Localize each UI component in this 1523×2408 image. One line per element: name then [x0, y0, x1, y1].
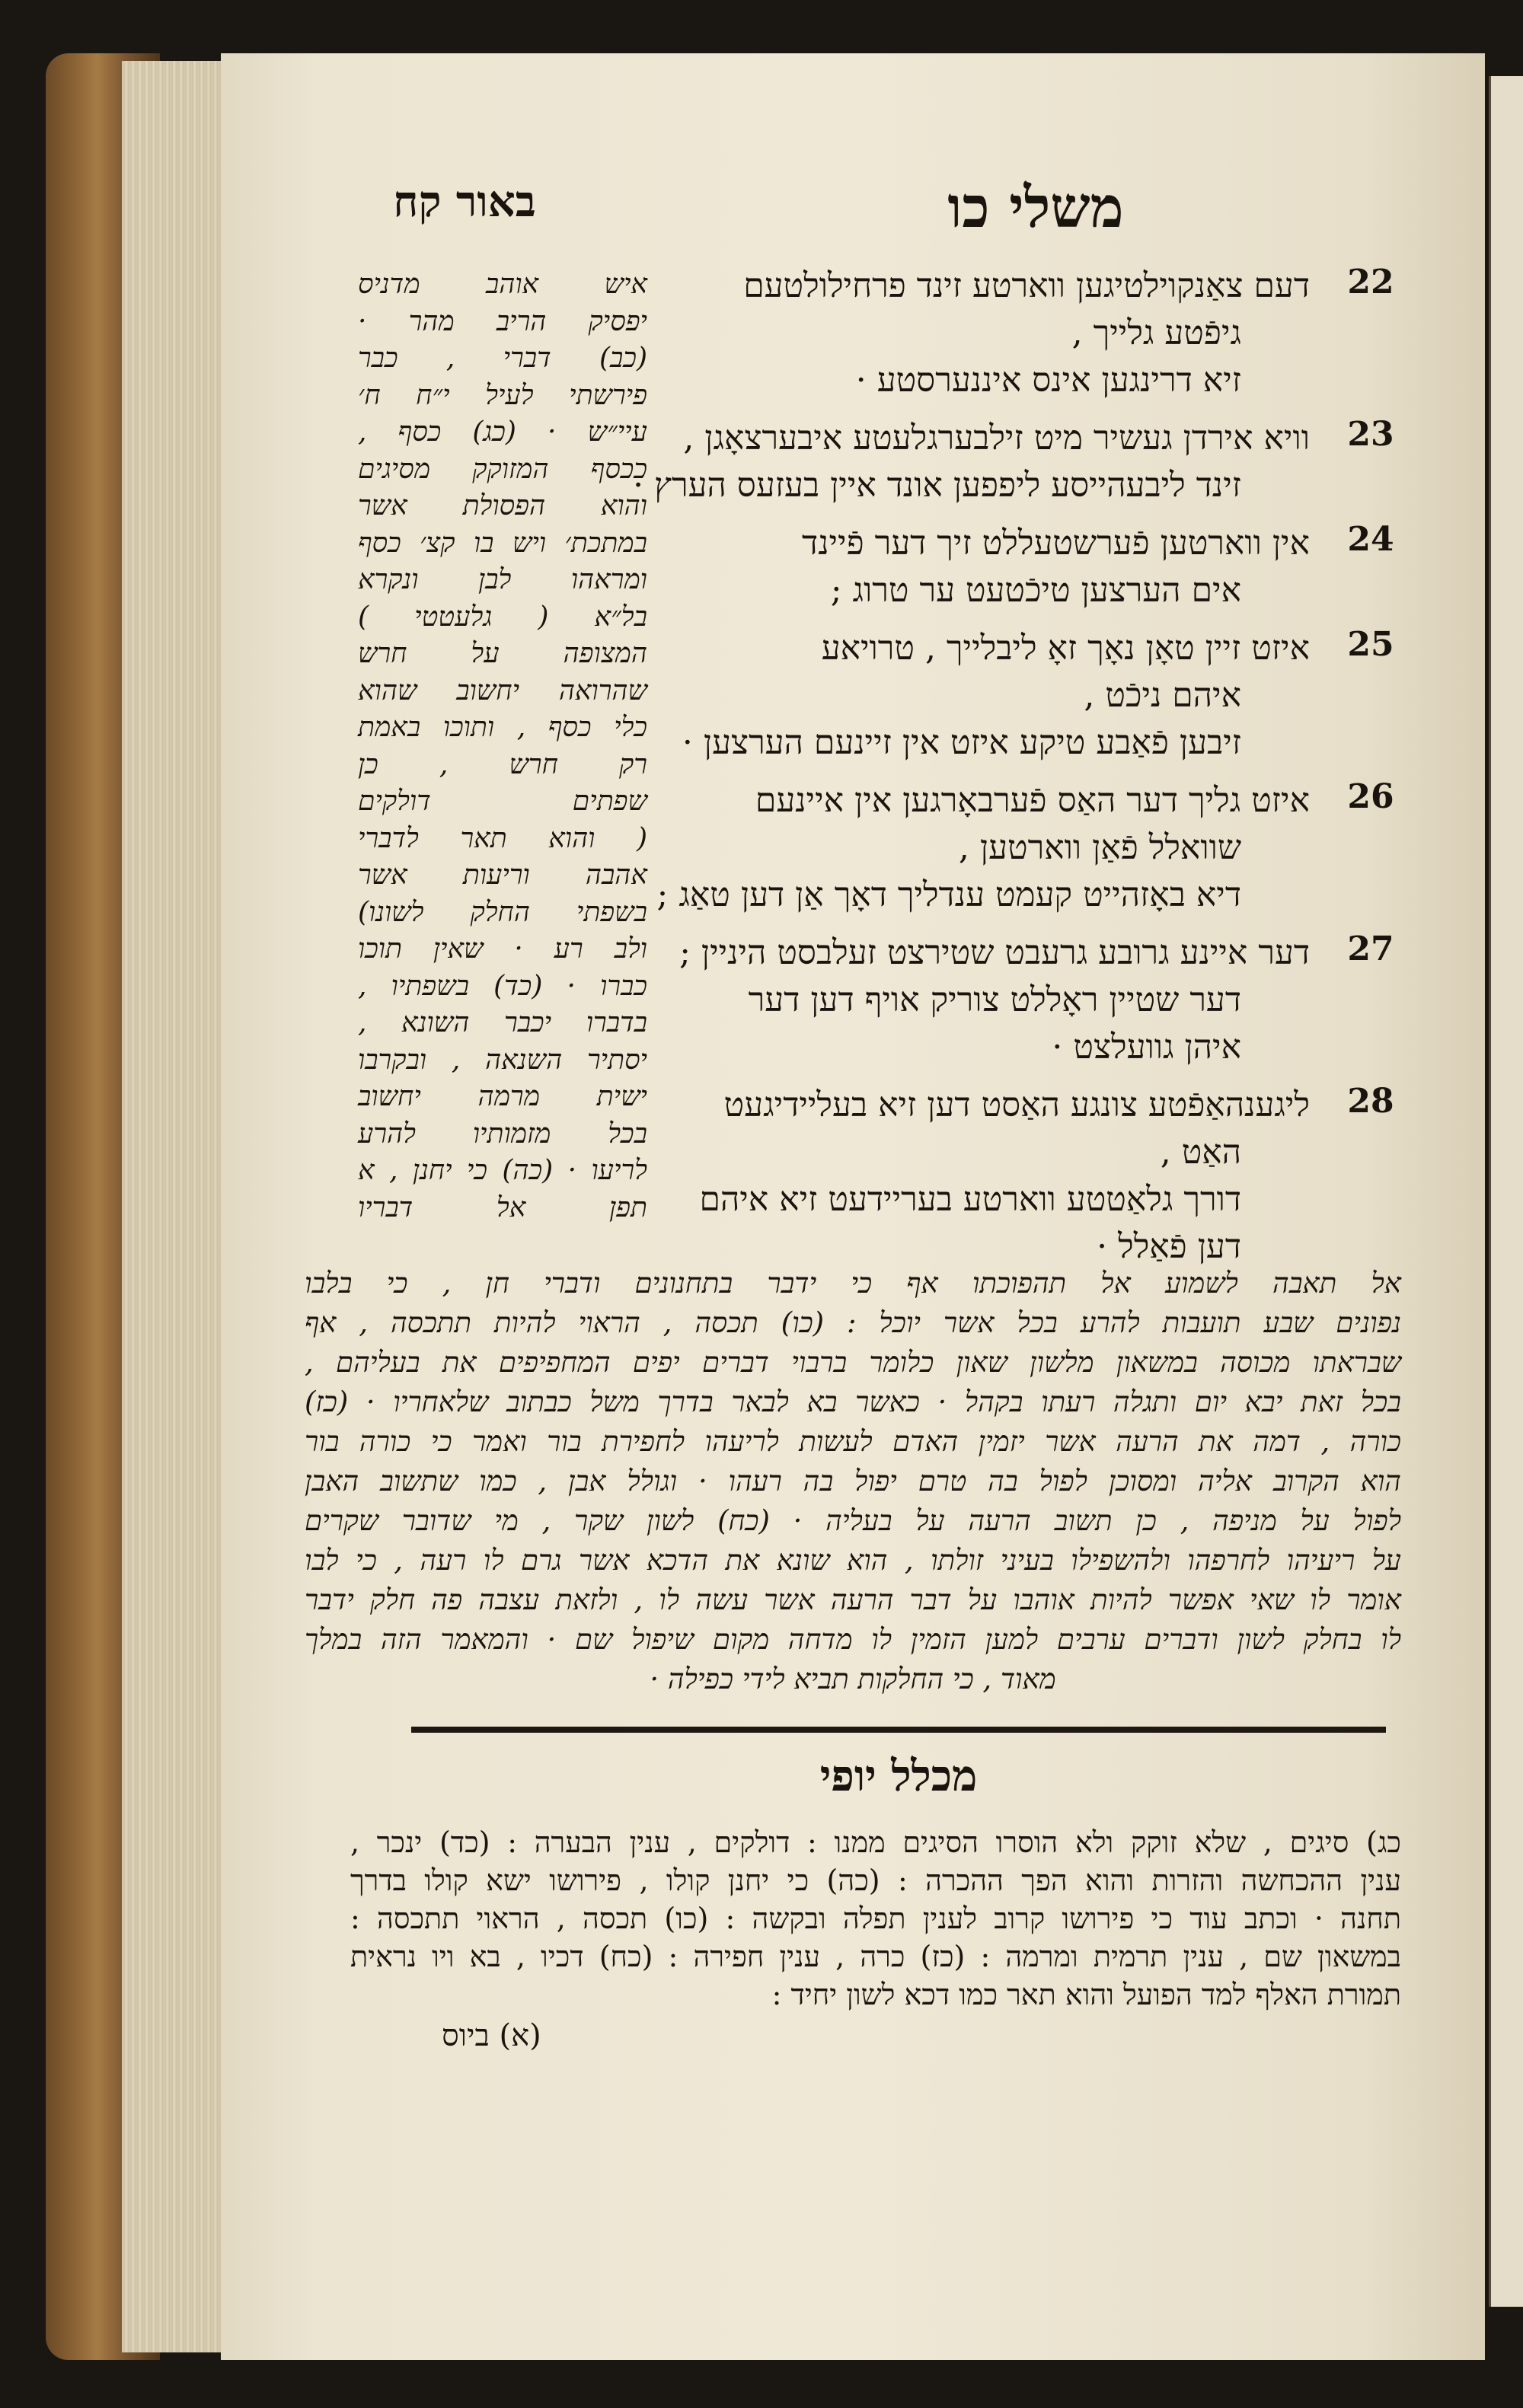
- commentary-line: ( והוא תאר לדברי: [358, 822, 647, 854]
- verse-line: שוואלל פֿאַן ווארטען ,: [958, 828, 1241, 867]
- verse-line: דען פֿאַלל ·: [1097, 1227, 1241, 1266]
- note-line: במשאון שם , ענין תרמית ומרמה : (כז) כרה , ענין חפירה : (כח) דכיו , בא ויו נראית: [350, 1940, 1401, 1973]
- commentary-line: תפן אל דבריו: [358, 1191, 647, 1223]
- verse-column: [633, 263, 1401, 1281]
- verse-line: איזט גליך דער האַס פֿערבאָרגען אין איינעם: [755, 781, 1310, 820]
- commentary-line: כברו · (כד) בשפתיו ,: [358, 970, 647, 1002]
- commentary-line: המצופה על חרש: [358, 638, 647, 669]
- verse-block: [663, 625, 1401, 767]
- verse-line: דורך גלאַטטע ווארטע בעריידעט זיא איהם: [699, 1180, 1241, 1219]
- commentary-line: בכל זאת יבא יום ותגלה רעתו בקהל · כאשר בא לבאר בדרך משל כבתוב שלאחריו · (כז): [305, 1386, 1401, 1418]
- commentary-line: אל תאבה לשמוע אל תהפוכתו אף כי ידבר בתחנונים ודברי חן , כי בלבו: [305, 1267, 1401, 1300]
- commentary-line: והוא הפסולת אשר: [358, 490, 647, 521]
- commentary-line: עיי״ש · (כג) כסף ,: [358, 416, 647, 448]
- verse-number: 26: [1347, 777, 1394, 816]
- verse-line: איהם ניכֿט ,: [1084, 676, 1241, 715]
- commentary-line: שפתים דולקים: [358, 786, 647, 817]
- note-line: ענין ההכחשה והזרות והוא הפך ההכרה : (כה) כי יחנן קולו , פירושו ישא קולו בדרך: [350, 1864, 1401, 1897]
- facing-page-edge: [1489, 76, 1523, 2307]
- commentary-line: איש אוהב מדניס: [358, 269, 647, 300]
- commentary-line: ישית מרמה יחשוב: [358, 1081, 647, 1112]
- commentary-line: על ריעיהו לחרפהו ולהשפילו בעיני זולתו , הוא שונא את הדכא אשר גרם לו רעה , כי לבו: [305, 1544, 1401, 1577]
- commentary-line: שבראתו מכוסה במשאון מלשון שאון כלומר ברבוי דברים יפים המחפיפים את בעליהם ,: [305, 1346, 1401, 1379]
- commentary-line: בל״א ( גלעטטי ): [358, 601, 647, 633]
- catchword: (א) ביוס: [442, 2018, 541, 2053]
- page-edges: [122, 61, 236, 2352]
- verse-number: 28: [1347, 1082, 1394, 1121]
- commentary-line: במתכת׳ ויש בו קצ׳ כסף: [358, 527, 647, 559]
- commentary-line: לו בחלק לשון ודברים ערבים למען הזמין לו מדחה מקום שיפול שם · והמאמר הזה במלך: [305, 1623, 1401, 1656]
- verse-line: גיפֿטע גלייך ,: [1071, 314, 1241, 352]
- verse-block: [663, 1082, 1401, 1271]
- commentary-line: יסתיר השנאה , ובקרבו: [358, 1044, 647, 1076]
- commentary-line: הוא הקרוב אליה ומסוכן לפול בה טרם יפול בה רעהו · וגולל אבן , כמו שתשוב האבן: [305, 1465, 1401, 1497]
- section-title: מכלל יופי: [819, 1751, 978, 1801]
- commentary-line: מאוד , כי החלקות תביא לידי כפילה ·: [650, 1663, 1056, 1695]
- verse-number: 24: [1347, 520, 1394, 559]
- verse-line: זיא דרינגען אינס איננערסטע ·: [855, 361, 1241, 400]
- commentary-line: רק חרש , כן: [358, 748, 647, 780]
- commentary-line: ככסף המזוקק מסיגים: [358, 453, 647, 485]
- note-line: תחנה · וכתב עוד כי פירושו קרוב לענין תפלה ובקשה : (כו) תכסה , הראוי תתכסה :: [350, 1902, 1401, 1935]
- commentary-line: לריעו · (כה) כי יחנן , א: [358, 1155, 647, 1186]
- commentary-line: (כב) דברי , כבר: [358, 343, 647, 374]
- verse-line: וויא אירדן געשיר מיט זילבערגלעטע איבערצאָגן ,: [683, 419, 1310, 458]
- verse-number: 22: [1347, 263, 1394, 301]
- commentary-line: נפונים שבע תועבות להרע בכל אשר יוכל : (כו) תכסה , הראוי להיות תתכסה , אף: [305, 1306, 1401, 1339]
- commentary-line: כורה , דמה את הרעה אשר יזמין האדם לעשות לריעהו לחפירת בור ואמר כי כורה בור: [305, 1425, 1401, 1458]
- verse-line: דער איינע גרובע גרעבט שטירצט זעלבסט היניין ;: [679, 933, 1310, 972]
- verse-line: איזט זיין טאָן נאָך זאָ ליבלייך , טרויאע: [821, 629, 1310, 668]
- commentary-line: שהרואה יחשוב שהוא: [358, 675, 647, 706]
- verse-block: [656, 777, 1401, 919]
- verse-line: האַט ,: [1160, 1133, 1241, 1172]
- commentary-line: פירשתי לעיל י״ח ח׳: [358, 379, 647, 411]
- verse-block: [663, 263, 1401, 404]
- bottom-notes: [350, 1823, 1401, 2014]
- commentary-line: בשפתי החלק לשונו): [358, 896, 647, 928]
- verse-line: איהן גוועלצט ·: [1052, 1028, 1241, 1067]
- commentary-line: כלי כסף , ותוכו באמת: [358, 712, 647, 743]
- verse-block: [663, 930, 1401, 1071]
- verse-line: אין ווארטען פֿערשטעללט זיך דער פֿיינד: [802, 524, 1310, 563]
- commentary-line: בדברו יכבר השונא ,: [358, 1007, 647, 1038]
- commentary-line: יפסיק הריב מהר ·: [358, 305, 647, 337]
- page-header-side: באור קח: [393, 177, 536, 227]
- verse-line: זינד ליבעהייסע ליפפען אונד איין בעזעס הערץ ·: [633, 466, 1241, 505]
- verse-number: 23: [1347, 415, 1394, 454]
- verse-line: דעם צאַנקוילטיגען ווארטע זינד פרחילולטעם: [743, 266, 1310, 305]
- verse-number: 25: [1347, 625, 1394, 664]
- side-commentary: [358, 266, 647, 1226]
- commentary-line: אהבה וריעות אשר: [358, 860, 647, 891]
- commentary-line: אומר לו שאי אפשר להיות אוהבו על דבר הרעה אשר עשה לו , ולזאת עצבה פה חלק ידבר: [305, 1584, 1401, 1616]
- verse-line: זיבען פֿאַבע טיקע איזט אין זיינעם הערצען ·: [682, 723, 1241, 762]
- verse-number: 27: [1347, 930, 1394, 968]
- verse-line: דיא באָזהייט קעמט ענדליך דאָך אַן דען טאַג ;: [656, 875, 1241, 914]
- page-header-main: משלי כו: [947, 175, 1124, 241]
- verse-block: [663, 520, 1401, 614]
- verse-block: [633, 415, 1401, 509]
- commentary-line: ולב רע · שאין תוכו: [358, 933, 647, 965]
- commentary-line: ומראהו לבן ונקרא: [358, 564, 647, 595]
- verse-line: אים הערצען טיכֿטעט ער טרוג ;: [830, 571, 1241, 610]
- note-line: תמורת האלף למד הפועל והוא תאר כמו דכא לשון יחיד :: [771, 1978, 1401, 2011]
- commentary-line: לפול על מניפה , כן תשוב הרעה על בעליה · (כח) לשון שקר , מי שדובר שקרים: [305, 1504, 1401, 1537]
- section-divider: [411, 1727, 1386, 1733]
- verse-line: ליגענהאַפֿטע צונגע האַסט דען זיא בעליידיגעט: [723, 1086, 1310, 1124]
- verse-line: דער שטיין ראָללט צוריק אויף דען דער: [748, 981, 1241, 1019]
- wide-commentary: [305, 1264, 1401, 1699]
- commentary-line: בכל מזמותיו להרע: [358, 1118, 647, 1150]
- note-line: כג) סיגים , שלא זוקק ולא הוסרו הסיגים ממנו : דולקים , ענין הבערה : (כד) ינכר ,: [350, 1826, 1401, 1859]
